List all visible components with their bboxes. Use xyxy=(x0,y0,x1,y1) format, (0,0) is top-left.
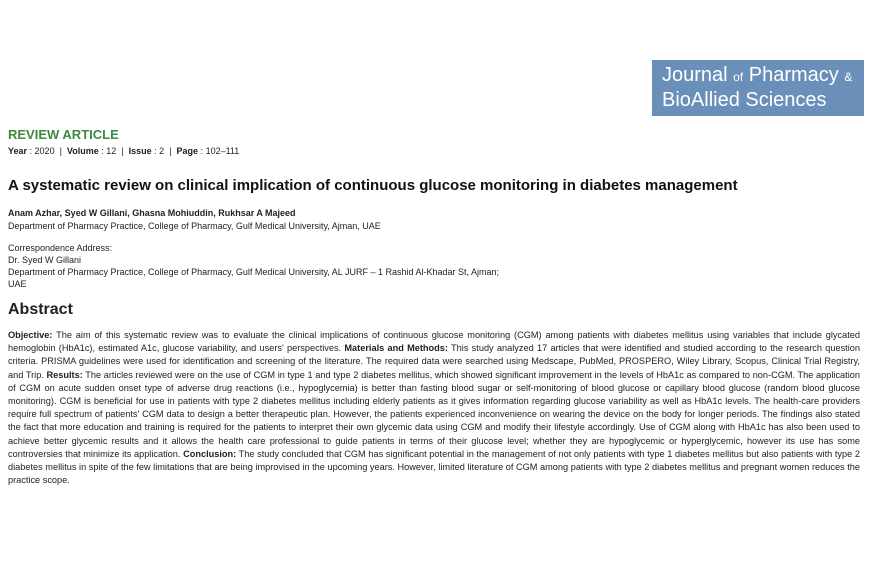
issue-value: 2 xyxy=(159,146,165,156)
article-type: REVIEW ARTICLE xyxy=(8,127,119,142)
logo-line-1 xyxy=(662,64,854,89)
logo-word-of: of xyxy=(733,70,744,84)
page-value: 102–111 xyxy=(205,146,240,156)
methods-label: Materials and Methods: xyxy=(344,343,448,354)
logo-word-pharmacy: Pharmacy xyxy=(748,64,839,86)
author-list: Anam Azhar, Syed W Gillani, Ghasna Mohiuddin, Rukhsar A Majeed xyxy=(8,208,296,218)
logo-ampersand: & xyxy=(844,70,853,84)
correspondence-street: Department of Pharmacy Practice, College of Pharmacy, Gulf Medical University, AL JURF – 1 Rashid Al-Khadar St, Ajman; xyxy=(8,267,500,277)
year-label: Year xyxy=(8,146,28,156)
logo-word-journal: Journal xyxy=(662,64,728,86)
volume-value: 12 xyxy=(106,146,117,156)
methods-text: This study analyzed 17 articles that were identified and studied according to the research question criteria. PRISMA guidelines were used for identification and screening of the literature. The required data were searched using Medscape, PubMed, PROSPERO, Wiley Library, Scopus, Clinical Trial Registry, and Trip. xyxy=(8,343,860,380)
issue-label: Issue xyxy=(128,146,152,156)
correspondence-label-text: Correspondence Address xyxy=(8,243,110,253)
results-label: Results: xyxy=(46,369,83,380)
objective-label: Objective: xyxy=(8,330,53,340)
correspondence-name: Dr. Syed W Gillani xyxy=(8,255,82,265)
abstract-heading: Abstract xyxy=(8,301,73,318)
correspondence-address xyxy=(8,254,499,290)
logo-line-2: BioAllied Sciences xyxy=(662,89,827,111)
year-value: 2020 xyxy=(34,146,55,156)
results-text: The articles reviewed were on the use of CGM in type 1 and type 2 diabetes mellitus, which showed significant improvement in the levels of HbA1c as compared to non-CGM. The application of CGM on acute sudden onset type of adverse drug reactions (i.e., hypoglycemia) is better than fasting blood sugar or self-monitoring of blood glucose or capillary blood glucose (random blood glucose monitoring). CGM is beneficial for use in patients with type 2 diabetes mellitus including elderly patients as it gives information regarding glucose variability as well as HbA1c levels. The health-care providers require full spectrum of patients' CGM data to design a better therapeutic plan. However, the patients experienced inconvenience on wearing the device on the body for longer periods. The findings also stated the fact that more education and training is required for the patients to interpret their own glycemic data using CGM and modify their lifestyle accordingly. Use of CGM along with HbA1c has also been used to achieve better glycemic results and it allows the health care professional to guide patients in terms of their glucose level; whether they are hypoglycemic or hyperglycemic, however its use has some controversies that minimize its application. xyxy=(8,369,860,459)
conclusion-label: Conclusion: xyxy=(183,448,237,459)
correspondence-country: UAE xyxy=(8,279,27,289)
volume-label: Volume xyxy=(66,146,99,156)
objective-text: The aim of this systematic review was to evaluate the clinical implications of continuous glucose monitoring (CGM) among patients with diabetes mellitus using variables that include glycated hemoglobin (HbA1c), estimated A1c, glucose variability, and users' perspectives. xyxy=(8,330,860,354)
page-label: Page xyxy=(176,146,199,156)
conclusion-text: The study concluded that CGM has significant potential in the management of not only patients with type 1 diabetes mellitus but also patients with type 2 diabetes mellitus in spite of the few limitations that are being improvised in the upcoming years. However, limited literature of CGM among patients with type 2 diabetes mellitus and pregnant women reduces the practice scope. xyxy=(8,448,860,486)
article-meta: Year : 2020 | Volume : 12 | Issue : 2 | Page : 102–111 xyxy=(8,146,240,156)
journal-logo xyxy=(652,60,864,116)
affiliation: Department of Pharmacy Practice, College of Pharmacy, Gulf Medical University, Ajman, UAE xyxy=(8,221,381,231)
correspondence-label: Correspondence Address: xyxy=(8,243,113,253)
article-title: A systematic review on clinical implication of continuous glucose monitoring in diabetes management xyxy=(8,177,738,194)
abstract-body xyxy=(8,329,860,487)
